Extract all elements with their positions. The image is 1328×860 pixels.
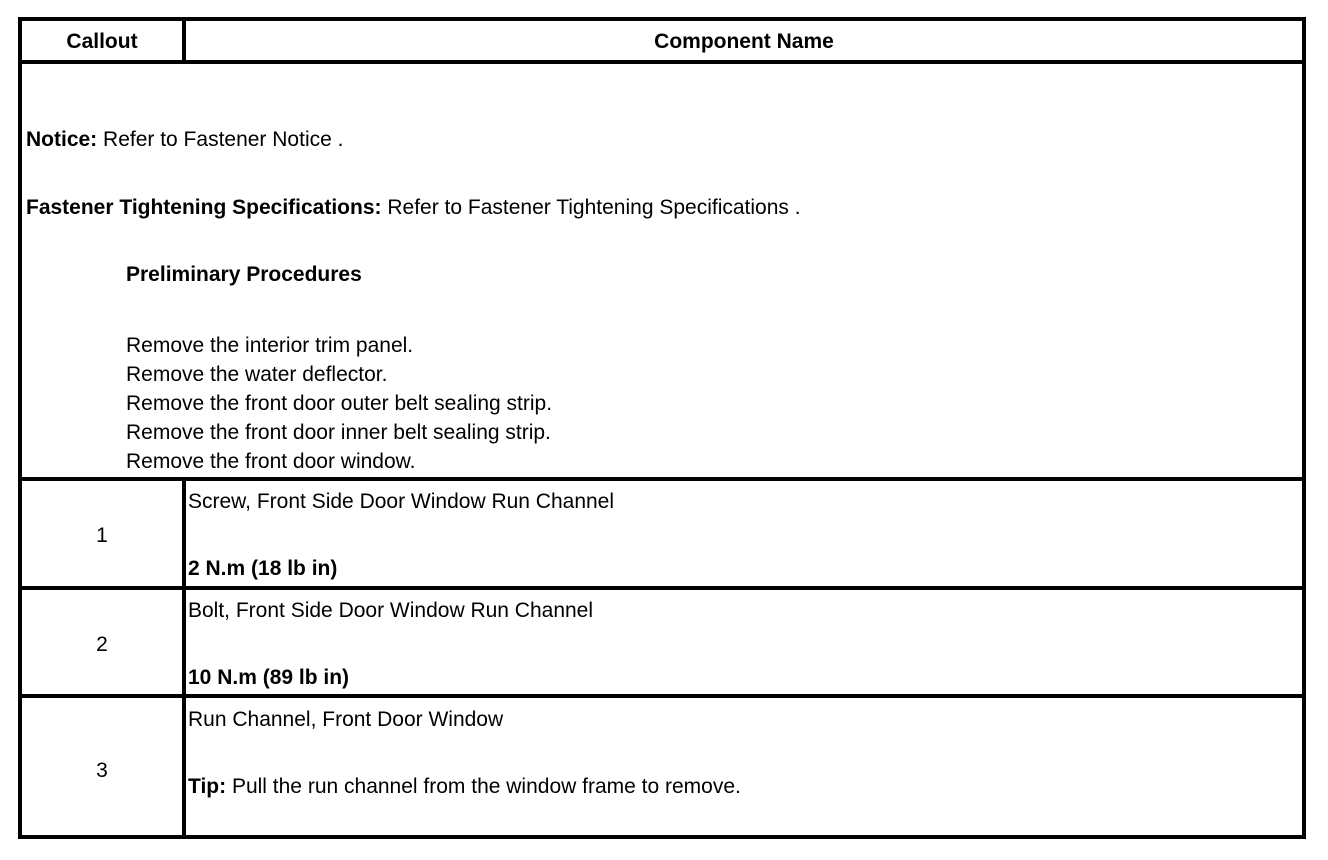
- preliminary-step: Remove the front door inner belt sealing strip.: [126, 421, 551, 444]
- component-name-header: Component Name: [654, 30, 834, 53]
- torque-spec-1: 2 N.m (18 lb in): [188, 557, 338, 580]
- notice-line: [26, 128, 343, 152]
- component-name-3: Run Channel, Front Door Window: [188, 708, 504, 731]
- rows-column-divider: [182, 479, 186, 839]
- callout-1: 1: [96, 524, 108, 547]
- component-table: [18, 17, 1306, 839]
- component-name-2: Bolt, Front Side Door Window Run Channel: [188, 599, 594, 622]
- component-name-1: Screw, Front Side Door Window Run Channel: [188, 490, 615, 513]
- fastener-spec-line: [26, 196, 801, 220]
- preliminary-step: Remove the front door outer belt sealing strip.: [126, 392, 553, 415]
- preliminary-steps: [126, 331, 552, 476]
- tip-line-3: [188, 775, 741, 799]
- row-2-divider: [22, 694, 1302, 698]
- torque-spec-2: 10 N.m (89 lb in): [188, 666, 350, 689]
- tip-text: Pull the run channel from the window frame to remove.: [226, 775, 741, 798]
- tip-label: Tip:: [188, 775, 227, 798]
- notice-text: Refer to Fastener Notice .: [97, 128, 344, 151]
- row-1-divider: [22, 586, 1302, 590]
- fastener-spec-text: Refer to Fastener Tightening Specifications .: [381, 196, 801, 219]
- intro-divider: [22, 477, 1302, 481]
- preliminary-step: Remove the water deflector.: [126, 363, 388, 386]
- preliminary-step: Remove the front door window.: [126, 450, 416, 473]
- callout-header: Callout: [66, 30, 138, 53]
- callout-2: 2: [96, 633, 108, 656]
- notice-label: Notice:: [26, 128, 98, 151]
- preliminary-step: Remove the interior trim panel.: [126, 334, 414, 357]
- callout-3: 3: [96, 759, 108, 782]
- header-divider: [22, 60, 1302, 64]
- fastener-spec-label: Fastener Tightening Specifications:: [26, 196, 382, 219]
- preliminary-procedures-title: Preliminary Procedures: [126, 263, 362, 286]
